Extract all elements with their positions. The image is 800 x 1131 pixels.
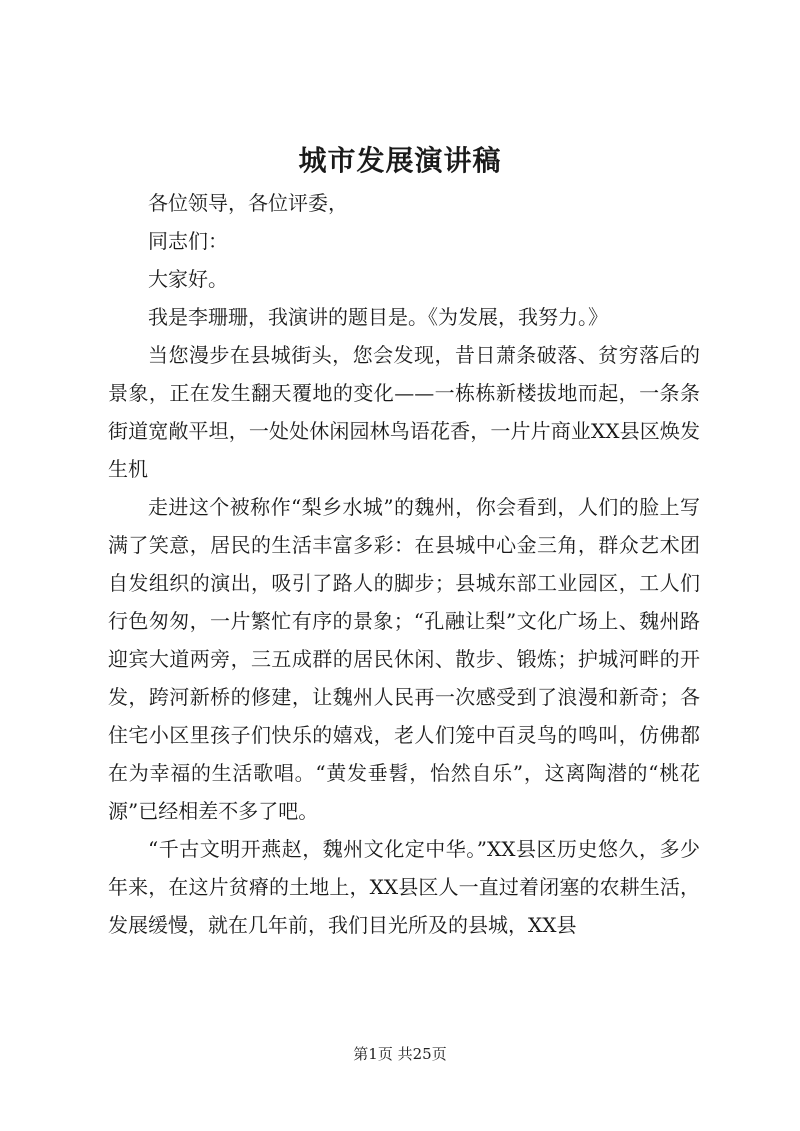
page-footer: 第1页 共25页: [353, 1045, 447, 1063]
paragraph-greeting: 大家好。: [148, 267, 228, 291]
document-title: 城市发展演讲稿: [298, 144, 502, 177]
paragraph-salutation-2: 同志们：: [148, 229, 228, 253]
paragraph-body-1: 当您漫步在县城街头，您会发现，昔日萧条破落、贫穷落后的景象，正在发生翻天覆地的变化——一栋栋新楼拔地而起，一条条街道宽敞平坦，一处处休闲园林鸟语花香，一片片商业XX县区焕发生机: [108, 343, 700, 481]
document-body: [108, 184, 700, 944]
paragraph-body-2: 走进这个被称作“梨乡水城”的魏州，你会看到，人们的脸上写满了笑意，居民的生活丰富多彩：在县城中心金三角，群众艺术团自发组织的演出，吸引了路人的脚步；县城东部工业园区，工人们行色匆匆，一片繁忙有序的景象；“孔融让梨”文化广场上、魏州路迎宾大道两旁，三五成群的居民休闲、散步、锻炼；护城河畔的开发，跨河新桥的修建，让魏州人民再一次感受到了浪漫和新奇；各住宅小区里孩子们快乐的嬉戏，老人们笼中百灵鸟的鸣叫，仿佛都在为幸福的生活歌唱。“黄发垂髫，怡然自乐”，这离陶潜的“桃花源”已经相差不多了吧。: [108, 495, 700, 823]
paragraph-introduction: 我是李珊珊，我演讲的题目是。《为发展，我努力。》: [148, 305, 608, 329]
paragraph-salutation-1: 各位领导，各位评委，: [148, 191, 348, 215]
paragraph-body-3: “千古文明开燕赵，魏州文化定中华。”XX县区历史悠久，多少年来，在这片贫瘠的土地上，XX县区人一直过着闭塞的农耕生活，发展缓慢，就在几年前，我们目光所及的县城，XX县: [108, 837, 700, 937]
